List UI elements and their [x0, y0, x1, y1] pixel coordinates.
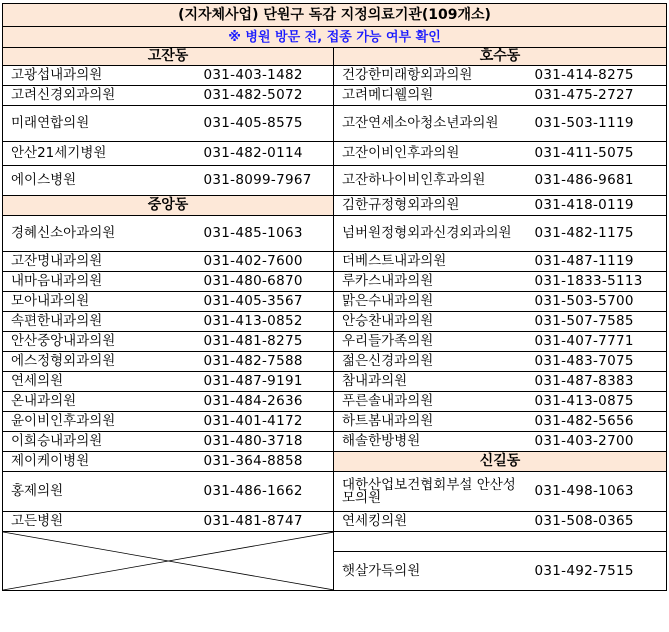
- clinic-phone: 031-480-6870: [198, 272, 334, 292]
- clinic-phone: 031-418-0119: [529, 196, 667, 216]
- clinic-name: 고려신경외과의원: [3, 86, 198, 106]
- clinic-name: 온내과의원: [3, 392, 198, 412]
- clinic-name: 참내과의원: [334, 372, 529, 392]
- clinic-name: 고려메디웰의원: [334, 86, 529, 106]
- clinic-phone: 031-503-5700: [529, 292, 667, 312]
- clinic-name: 우리들가족의원: [334, 332, 529, 352]
- clinic-phone: 031-507-7585: [529, 312, 667, 332]
- clinic-phone: 031-492-7515: [529, 552, 667, 591]
- clinic-name: [334, 532, 529, 552]
- clinic-phone: 031-364-8858: [198, 452, 334, 472]
- clinic-name: 이희승내과의원: [3, 432, 198, 452]
- clinic-name: 에스정형외과의원: [3, 352, 198, 372]
- section-header-hosu: 호수동: [334, 48, 667, 66]
- clinic-phone: 031-481-8747: [198, 512, 334, 532]
- clinic-phone: 031-402-7600: [198, 252, 334, 272]
- clinic-phone: 031-481-8275: [198, 332, 334, 352]
- section-header-jungang: 중앙동: [3, 196, 334, 216]
- clinic-phone: 031-498-1063: [529, 472, 667, 512]
- page-title: (지자체사업) 단원구 독감 지정의료기관(109개소): [3, 4, 667, 27]
- clinic-name: 모아내과의원: [3, 292, 198, 312]
- clinic-name: 넘버원정형외과신경외과의원: [334, 216, 529, 252]
- clinic-name: 연세의원: [3, 372, 198, 392]
- clinic-phone: 031-403-1482: [198, 66, 334, 86]
- clinic-name: 건강한미래항외과의원: [334, 66, 529, 86]
- clinic-name: 하트봄내과의원: [334, 412, 529, 432]
- section-header-gojan: 고잔동: [3, 48, 334, 66]
- clinic-table: [2, 3, 667, 591]
- clinic-phone: 031-485-1063: [198, 216, 334, 252]
- clinic-phone: 031-411-5075: [529, 142, 667, 166]
- clinic-phone: 031-480-3718: [198, 432, 334, 452]
- clinic-name: 고잔하나이비인후과의원: [334, 166, 529, 196]
- clinic-phone: 031-487-8383: [529, 372, 667, 392]
- clinic-phone: 031-487-1119: [529, 252, 667, 272]
- clinic-phone: 031-413-0852: [198, 312, 334, 332]
- clinic-phone: 031-486-9681: [529, 166, 667, 196]
- clinic-name: 안승찬내과의원: [334, 312, 529, 332]
- clinic-name: 푸른솔내과의원: [334, 392, 529, 412]
- clinic-phone: 031-508-0365: [529, 512, 667, 532]
- clinic-phone: 031-403-2700: [529, 432, 667, 452]
- cross-out-mark: [3, 532, 334, 590]
- clinic-name: 안산21세기병원: [3, 142, 198, 166]
- clinic-name: 고광섭내과의원: [3, 66, 198, 86]
- clinic-name: 에이스병원: [3, 166, 198, 196]
- clinic-phone: 031-414-8275: [529, 66, 667, 86]
- clinic-phone: 031-486-1662: [198, 472, 334, 512]
- clinic-name: 더베스트내과의원: [334, 252, 529, 272]
- clinic-name: 젊은신경과의원: [334, 352, 529, 372]
- clinic-name: 경혜신소아과의원: [3, 216, 198, 252]
- clinic-phone: 031-8099-7967: [198, 166, 334, 196]
- clinic-name: 김한규정형외과의원: [334, 196, 529, 216]
- clinic-name: 안산중앙내과의원: [3, 332, 198, 352]
- clinic-name: 고든병원: [3, 512, 198, 532]
- clinic-phone: 031-475-2727: [529, 86, 667, 106]
- clinic-phone: 031-482-0114: [198, 142, 334, 166]
- clinic-phone: [529, 532, 667, 552]
- clinic-phone: 031-1833-5113: [529, 272, 667, 292]
- section-header-singil: 신길동: [334, 452, 667, 472]
- clinic-list-sheet: [2, 3, 666, 627]
- clinic-phone: 031-405-3567: [198, 292, 334, 312]
- clinic-phone: 031-487-9191: [198, 372, 334, 392]
- clinic-name: 미래연합의원: [3, 106, 198, 142]
- clinic-name: 제이케이병원: [3, 452, 198, 472]
- clinic-name: 내마음내과의원: [3, 272, 198, 292]
- empty-cell-crossed: [3, 532, 334, 591]
- clinic-phone: 031-503-1119: [529, 106, 667, 142]
- clinic-phone: 031-483-7075: [529, 352, 667, 372]
- visit-notice: ※ 병원 방문 전, 접종 가능 여부 확인: [3, 27, 667, 48]
- clinic-phone: 031-482-7588: [198, 352, 334, 372]
- clinic-name: 연세킹의원: [334, 512, 529, 532]
- clinic-phone: 031-484-2636: [198, 392, 334, 412]
- clinic-name: 고잔연세소아청소년과의원: [334, 106, 529, 142]
- clinic-phone: 031-482-5656: [529, 412, 667, 432]
- clinic-phone: 031-413-0875: [529, 392, 667, 412]
- clinic-name: 햇살가득의원: [334, 552, 529, 591]
- clinic-phone: 031-401-4172: [198, 412, 334, 432]
- clinic-phone: 031-482-5072: [198, 86, 334, 106]
- clinic-name: 홍제의원: [3, 472, 198, 512]
- clinic-phone: 031-407-7771: [529, 332, 667, 352]
- clinic-name: 윤이비인후과의원: [3, 412, 198, 432]
- clinic-name: 속편한내과의원: [3, 312, 198, 332]
- clinic-name: 고잔이비인후과의원: [334, 142, 529, 166]
- clinic-name: 루카스내과의원: [334, 272, 529, 292]
- clinic-phone: 031-482-1175: [529, 216, 667, 252]
- clinic-name: 맑은수내과의원: [334, 292, 529, 312]
- clinic-phone: 031-405-8575: [198, 106, 334, 142]
- clinic-name: 고잔명내과의원: [3, 252, 198, 272]
- clinic-name: 대한산업보건협회부설 안산성모의원: [334, 472, 529, 512]
- clinic-name: 해솔한방병원: [334, 432, 529, 452]
